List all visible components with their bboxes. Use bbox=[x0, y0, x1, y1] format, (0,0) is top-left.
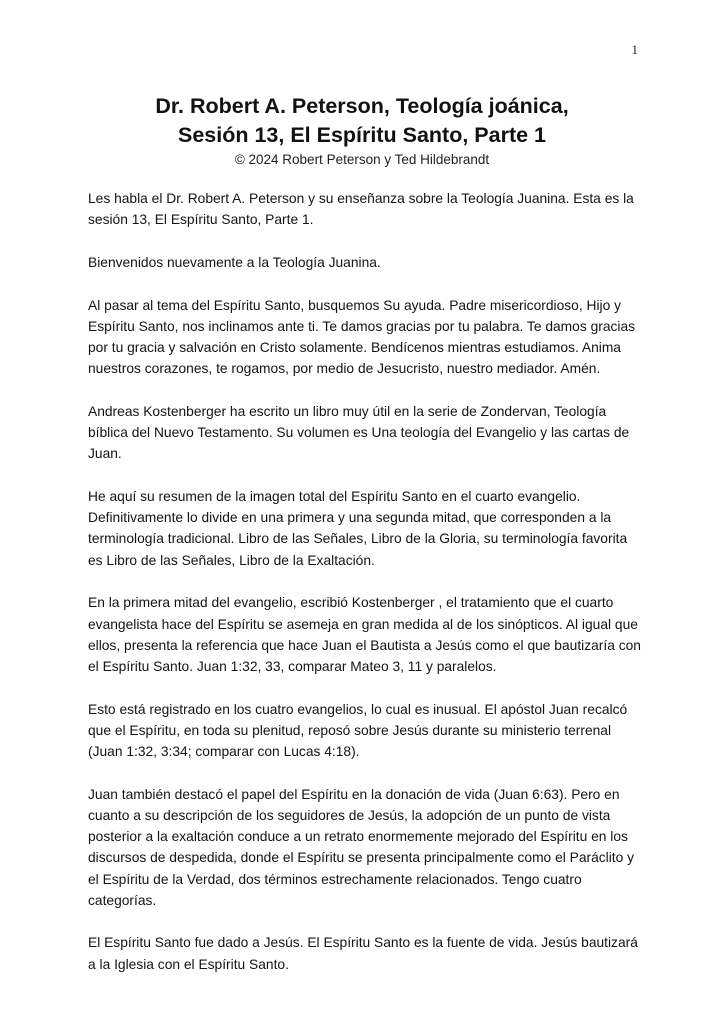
paragraph-intro: Les habla el Dr. Robert A. Peterson y su enseñanza sobre la Teología Juanina. Esta es la sesión 13, El Espíritu Santo, Parte 1. bbox=[88, 191, 634, 228]
paragraph-first-half: En la primera mitad del evangelio, escribió Kostenberger , el tratamiento que el cuarto evangelista hace del Espíritu se asemeja en gran medida al de los sinópticos. Al igual que ellos, presenta la referencia que hace Juan el Bautista a Jesús como el que bautizaría con el Espíritu Santo. Juan 1:32, 33, comparar Mateo 3, 11 y paralelos. bbox=[88, 595, 641, 674]
paragraph-four-gospels: Esto está registrado en los cuatro evangelios, lo cual es inusual. El apóstol Juan recalcó que el Espíritu, en toda su plenitud, reposó sobre Jesús durante su ministerio terrenal (Juan 1:32, 3:34; comparar con Lucas 4:18). bbox=[88, 701, 628, 760]
title-line-1: Dr. Robert A. Peterson, Teología joánica, bbox=[155, 94, 569, 118]
paragraph-summary: He aquí su resumen de la imagen total del Espíritu Santo en el cuarto evangelio. Definitivamente lo divide en una primera y una segunda mitad, que corresponden a la terminología tradicional. Libro de las Señales, Libro de la Gloria, su terminología favorita es Libro de las Señales, Libro de la Exaltación. bbox=[88, 489, 628, 568]
paragraph-prayer: Al pasar al tema del Espíritu Santo, busquemos Su ayuda. Padre misericordioso, Hijo y Espíritu Santo, nos inclinamos ante ti. Te damos gracias por tu palabra. Te damos gracias por tu gracia y salvación en Cristo solamente. Bendícenos mientras estudiamos. Anima nuestros corazones, te rogamos, por medio de Jesucristo, nuestro mediador. Amén. bbox=[88, 297, 636, 377]
document-header bbox=[0, 92, 724, 170]
paragraph-categories: El Espíritu Santo fue dado a Jesús. El Espíritu Santo es la fuente de vida. Jesús bautizará a la Iglesia con el Espíritu Santo. bbox=[88, 935, 638, 972]
paragraph-welcome: Bienvenidos nuevamente a la Teología Juanina. bbox=[88, 254, 381, 270]
copyright-line: © 2024 Robert Peterson y Ted Hildebrandt bbox=[234, 152, 490, 167]
title-line-2: Sesión 13, El Espíritu Santo, Parte 1 bbox=[177, 123, 546, 147]
document-body bbox=[88, 188, 644, 996]
paragraph-life-giving: Juan también destacó el papel del Espíritu en la donación de vida (Juan 6:63). Pero en cuanto a su descripción de los seguidores de Jesús, la adopción de un punto de vista posterior a la exaltación conduce a un retrato enormemente mejorado del Espíritu en los discursos de despedida, donde el Espíritu se presenta principalmente como el Paráclito y el Espíritu de la Verdad, dos términos estrechamente relacionados. Tengo cuatro categorías. bbox=[88, 786, 635, 908]
paragraph-kostenberger-book: Andreas Kostenberger ha escrito un libro muy útil en la serie de Zondervan, Teología bíblica del Nuevo Testamento. Su volumen es Una teología del Evangelio y las cartas de Juan. bbox=[88, 403, 630, 462]
page-number: 1 bbox=[631, 42, 638, 57]
